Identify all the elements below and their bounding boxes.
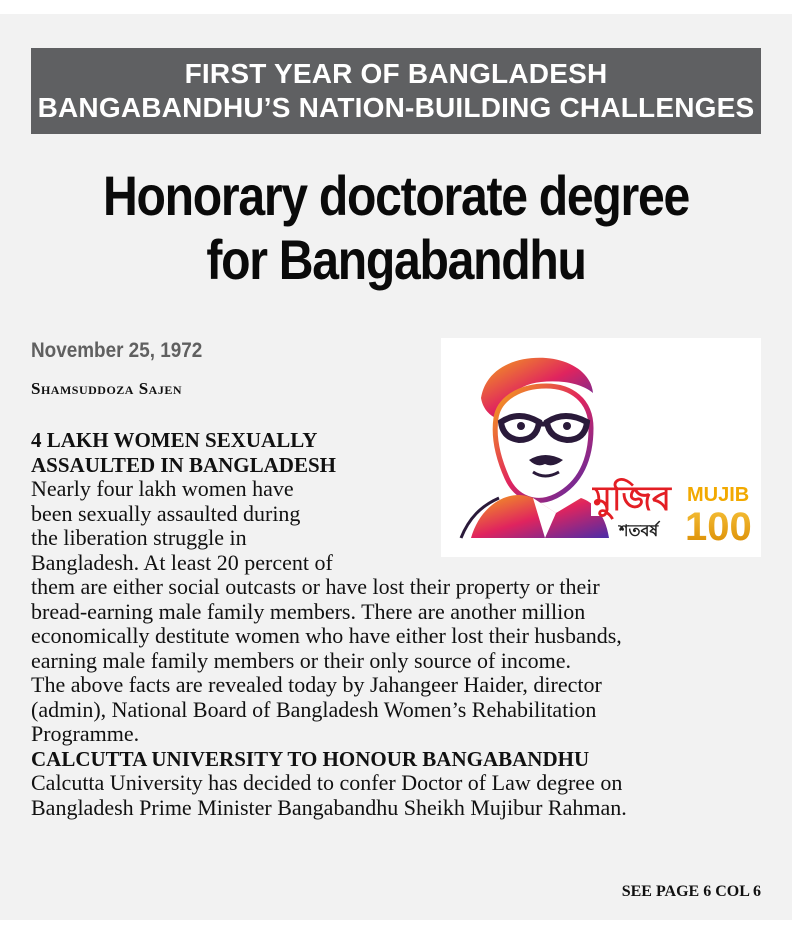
paragraph-line: bread-earning male family members. There are another million [31, 598, 586, 624]
paragraph-line: The above facts are revealed today by Jahangeer Haider, director [31, 672, 602, 697]
logo-bangla-sub: শতবর্ষ [619, 521, 659, 540]
article-body [31, 428, 771, 820]
banner-line-2: BANGABANDHU’S NATION-BUILDING CHALLENGES [37, 92, 755, 123]
paragraph-line: Programme. [31, 721, 140, 746]
paragraph-line: earning male family members or their only source of income. [31, 647, 572, 673]
subhead-calcutta: CALCUTTA UNIVERSITY TO HONOUR BANGABANDHU [31, 746, 590, 771]
headline-line-2: for Bangabandhu [206, 228, 586, 291]
paragraph-line: been sexually assaulted during [31, 500, 301, 526]
subhead-women: 4 LAKH WOMEN SEXUALLY [31, 428, 318, 452]
byline: Shamsuddoza Sajen [31, 379, 182, 398]
headline-line-1: Honorary doctorate degree [103, 164, 689, 227]
see-page-reference: SEE PAGE 6 COL 6 [621, 883, 761, 900]
logo-number: 100 [685, 505, 752, 549]
subhead-women-2: ASSAULTED IN BANGLADESH [31, 452, 336, 477]
paragraph-line: economically destitute women who have either lost their husbands, [31, 623, 622, 648]
logo-bangla-title: মুজিব [593, 479, 671, 519]
logo-english-title: MUJIB [687, 484, 750, 506]
paragraph-line: Bangladesh Prime Minister Bangabandhu Sheikh Mujibur Rahman. [31, 794, 627, 820]
headline [55, 164, 736, 292]
paragraph-line: Bangladesh. At least 20 percent of [31, 549, 333, 575]
paragraph-line: (admin), National Board of Bangladesh Women’s Rehabilitation [31, 696, 597, 722]
paragraph-line: Calcutta University has decided to confer Doctor of Law degree on [31, 770, 623, 795]
series-banner [31, 48, 761, 134]
paragraph-line: the liberation struggle in [31, 525, 247, 550]
banner-line-1: FIRST YEAR OF BANGLADESH [184, 58, 608, 89]
news-page [0, 14, 792, 920]
paragraph-line: Nearly four lakh women have [31, 476, 294, 501]
dateline: November 25, 1972 [31, 339, 203, 362]
paragraph-line: them are either social outcasts or have lost their property or their [31, 574, 600, 599]
